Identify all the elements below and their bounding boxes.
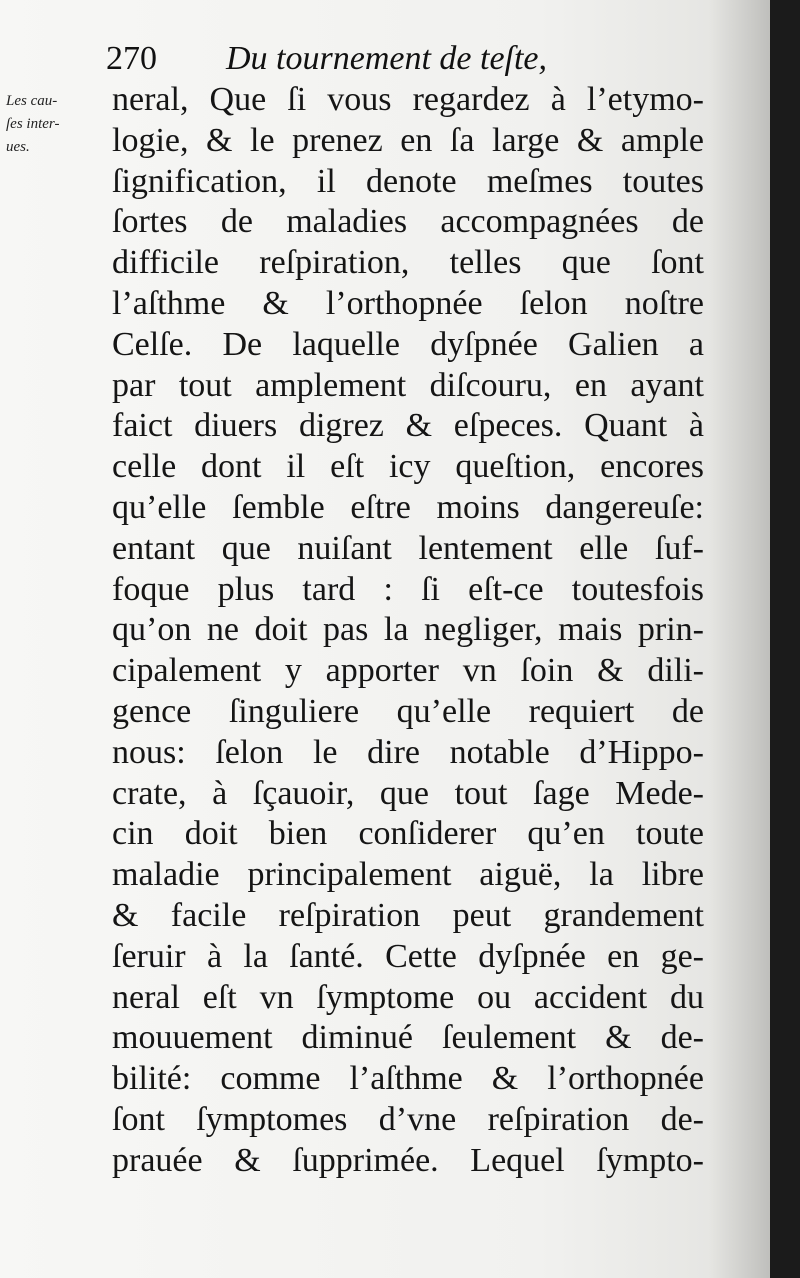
text-line: faict diuers digrez & eſpeces. Quant à [112, 407, 704, 445]
text-line: prauée & ſupprimée. Lequel ſympto- [112, 1141, 704, 1179]
margin-note-line: ues. [6, 139, 30, 155]
text-line: neral, Que ſi vous regardez à l’etymo- [112, 81, 704, 118]
text-line: celle dont il eſt icy queſtion, encores [112, 448, 704, 486]
text-line: Celſe. De laquelle dyſpnée Galien a [112, 325, 704, 363]
text-line: cipalement y apporter vn ſoin & dili- [112, 652, 704, 690]
text-line: entant que nuiſant lentement elle ſuf- [112, 529, 704, 567]
text-line: gence ſinguliere qu’elle requiert de [112, 692, 704, 730]
text-line: cin doit bien conſiderer qu’en toute [112, 815, 704, 853]
text-line: ſeruir à la ſanté. Cette dyſpnée en ge- [112, 937, 704, 975]
running-title: Du tournement de teſte, [226, 40, 548, 77]
text-line: bilité: comme l’aſthme & l’orthopnée [112, 1060, 704, 1098]
text-line: & facile reſpiration peut grandement [112, 896, 704, 934]
text-line: l’aſthme & l’orthopnée ſelon noſtre [112, 284, 704, 322]
text-line: nous: ſelon le dire notable d’Hippo- [112, 733, 704, 771]
text-line: qu’elle ſemble eſtre moins dangereuſe: [112, 488, 704, 526]
page-number: 270 [106, 40, 157, 77]
margin-note-line: Les cau- [6, 93, 58, 109]
text-line: mouuement diminué ſeulement & de- [112, 1019, 704, 1057]
text-line: ſignification, il denote meſmes toutes [112, 162, 704, 200]
text-line: ſont ſymptomes d’vne reſpiration de- [112, 1100, 704, 1138]
margin-note-line: ſes inter- [6, 116, 60, 132]
text-line: difficile reſpiration, telles que ſont [112, 244, 704, 282]
body-text [112, 80, 704, 1182]
text-line: qu’on ne doit pas la negliger, mais prin- [112, 611, 704, 649]
text-line: foque plus tard : ſi eſt-ce toutesfois [112, 570, 704, 608]
text-line: logie, & le prenez en ſa large & ample [112, 121, 704, 159]
margin-note [6, 90, 98, 159]
text-line: ſortes de maladies accompagnées de [112, 203, 704, 241]
text-line: neral eſt vn ſymptome ou accident du [112, 978, 704, 1016]
text-line: maladie principalement aiguë, la libre [112, 856, 704, 894]
text-line: par tout amplement diſcouru, en ayant [112, 366, 704, 404]
text-line: crate, à ſçauoir, que tout ſage Mede- [112, 774, 704, 812]
